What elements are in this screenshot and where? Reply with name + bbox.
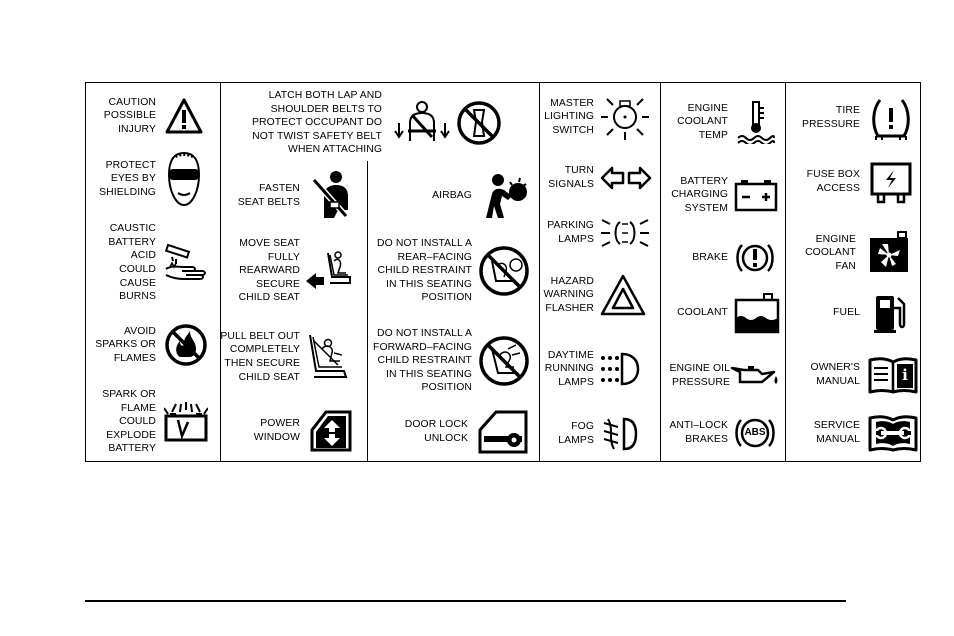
symbol-avoid-sparks	[94, 317, 214, 373]
symbol-label: ANTI–LOCK BRAKES	[669, 420, 728, 445]
symbol-latch-belts	[236, 87, 532, 159]
symbol-caustic-acid	[94, 225, 214, 301]
symbol-label: BRAKE	[692, 252, 728, 264]
symbol-label: HAZARD WARNING FLASHER	[543, 275, 594, 314]
symbol-label: TURN SIGNALS	[548, 165, 594, 190]
symbol-airbag	[376, 167, 536, 225]
symbol-door-lock	[374, 407, 538, 457]
abs-icon	[734, 414, 776, 452]
oil-can-icon	[730, 360, 780, 392]
symbol-turn-signals	[542, 157, 656, 199]
symbol-oil-pressure	[664, 355, 782, 397]
symbol-coolant	[664, 289, 782, 337]
coolant-fan-icon	[866, 230, 912, 276]
no-flame-icon	[164, 323, 208, 367]
symbol-label: SPARK OR FLAME COULD EXPLODE BATTERY	[102, 389, 156, 455]
master-lighting-switch-icon	[600, 92, 650, 142]
info-text: i	[902, 366, 908, 384]
symbol-label: ENGINE OIL PRESSURE	[669, 363, 730, 388]
symbol-abs	[664, 409, 782, 457]
coolant-temperature-icon	[736, 100, 776, 144]
owners-manual-book-icon	[868, 356, 918, 394]
symbol-label: DAYTIME RUNNING LAMPS	[544, 349, 594, 388]
symbol-label: PARKING LAMPS	[547, 220, 594, 245]
symbol-coolant-fan	[790, 223, 918, 283]
symbol-spark-explode	[94, 383, 214, 461]
coolant-reservoir-icon	[734, 292, 780, 334]
seat-belt-icon	[310, 170, 354, 222]
symbol-owners-manual	[790, 351, 918, 399]
symbol-power-window	[234, 405, 364, 457]
no-rear-facing-seat-icon	[478, 245, 530, 297]
turn-signals-icon	[600, 166, 652, 190]
battery-explosion-icon	[164, 402, 208, 442]
seat-belt-latch-icon	[394, 101, 450, 145]
service-manual-wrench-icon	[868, 414, 918, 452]
symbol-label: FUSE BOX ACCESS	[806, 169, 860, 194]
symbol-brake	[664, 237, 782, 279]
brake-warning-icon	[734, 239, 776, 277]
symbol-coolant-temp	[664, 95, 782, 149]
symbol-label: TIRE PRESSURE	[802, 105, 860, 130]
symbol-fuel	[790, 289, 918, 337]
symbol-label: COOLANT	[677, 307, 728, 319]
symbol-label: SERVICE MANUAL	[813, 420, 860, 445]
daytime-running-lamps-icon	[600, 352, 640, 386]
parking-lamps-icon	[600, 216, 650, 250]
symbol-no-forward-facing	[368, 319, 538, 403]
no-forward-facing-seat-icon	[478, 335, 530, 387]
symbol-fasten-belts	[234, 167, 364, 225]
symbol-label: PULL BELT OUT COMPLETELY THEN SECURE CHILD SEAT	[220, 330, 300, 383]
symbol-tire-pressure	[790, 93, 918, 143]
move-seat-rearward-icon	[304, 247, 352, 295]
symbol-label: AIRBAG	[432, 190, 472, 202]
safety-goggles-face-icon	[166, 151, 202, 207]
fuse-box-icon	[870, 160, 912, 204]
symbol-caution	[94, 93, 214, 139]
door-lock-key-icon	[478, 410, 528, 454]
symbol-label: POWER WINDOW	[253, 418, 300, 443]
column-divider	[660, 83, 661, 461]
symbol-label: FUEL	[833, 307, 860, 319]
no-belt-twist-icon	[456, 100, 502, 146]
symbol-label: AVOID SPARKS OR FLAMES	[95, 325, 156, 364]
symbol-label: PROTECT EYES BY SHIELDING	[99, 159, 156, 198]
column-divider	[367, 161, 368, 461]
symbol-label: FOG LAMPS	[558, 421, 594, 446]
symbol-label: CAUTION POSSIBLE INJURY	[103, 96, 156, 135]
symbol-label: FASTEN SEAT BELTS	[237, 183, 300, 208]
fuel-pump-icon	[872, 292, 906, 334]
symbol-label: OWNER'S MANUAL	[810, 362, 860, 387]
symbol-fog	[542, 411, 656, 457]
battery-icon	[734, 178, 778, 212]
abs-text: ABS	[744, 427, 766, 438]
power-window-icon	[308, 408, 354, 454]
symbol-label: ENGINE COOLANT FAN	[805, 233, 856, 272]
airbag-icon	[482, 172, 528, 220]
symbol-battery-charging	[664, 167, 782, 223]
warning-triangle-icon	[164, 97, 204, 135]
column-divider	[539, 83, 540, 461]
symbol-label: CAUSTIC BATTERY ACID COULD CAUSE BURNS	[108, 223, 156, 303]
symbol-label: MASTER LIGHTING SWITCH	[544, 97, 594, 136]
tire-pressure-icon	[870, 96, 912, 140]
hazard-triangle-icon	[600, 273, 646, 317]
symbol-move-seat	[234, 233, 364, 309]
symbol-label: DOOR LOCK UNLOCK	[404, 419, 468, 444]
acid-burn-hand-icon	[162, 241, 208, 285]
symbol-label: ENGINE COOLANT TEMP	[677, 102, 728, 141]
fog-lamps-icon	[602, 417, 638, 451]
symbol-master-lighting	[542, 91, 656, 143]
symbol-label: BATTERY CHARGING SYSTEM	[671, 175, 728, 214]
symbol-drl	[542, 341, 656, 397]
symbol-fuse-box	[790, 155, 918, 209]
symbol-pull-belt	[220, 319, 364, 395]
symbol-label: LATCH BOTH LAP AND SHOULDER BELTS TO PROTECT OCCUPANT DO NOT TWIST SAFETY BELT WHEN ATTACHING	[251, 90, 382, 156]
symbol-label: DO NOT INSTALL A FORWARD–FACING CHILD RESTRAINT IN THIS SEATING POSITION	[373, 328, 472, 394]
symbol-parking-lamps	[542, 209, 656, 257]
child-seat-belt-icon	[304, 331, 350, 383]
symbol-label: MOVE SEAT FULLY REARWARD SECURE CHILD SEAT	[238, 238, 300, 304]
page-bottom-rule	[85, 600, 846, 602]
symbol-hazard	[542, 267, 656, 323]
symbol-label: DO NOT INSTALL A REAR–FACING CHILD RESTRAINT IN THIS SEATING POSITION	[377, 238, 472, 304]
symbol-service-manual	[790, 409, 918, 457]
column-divider	[785, 83, 786, 461]
vehicle-symbol-chart	[85, 82, 921, 462]
symbol-protect-eyes	[94, 149, 214, 209]
column-divider	[220, 83, 221, 461]
symbol-no-rear-facing	[374, 233, 538, 309]
